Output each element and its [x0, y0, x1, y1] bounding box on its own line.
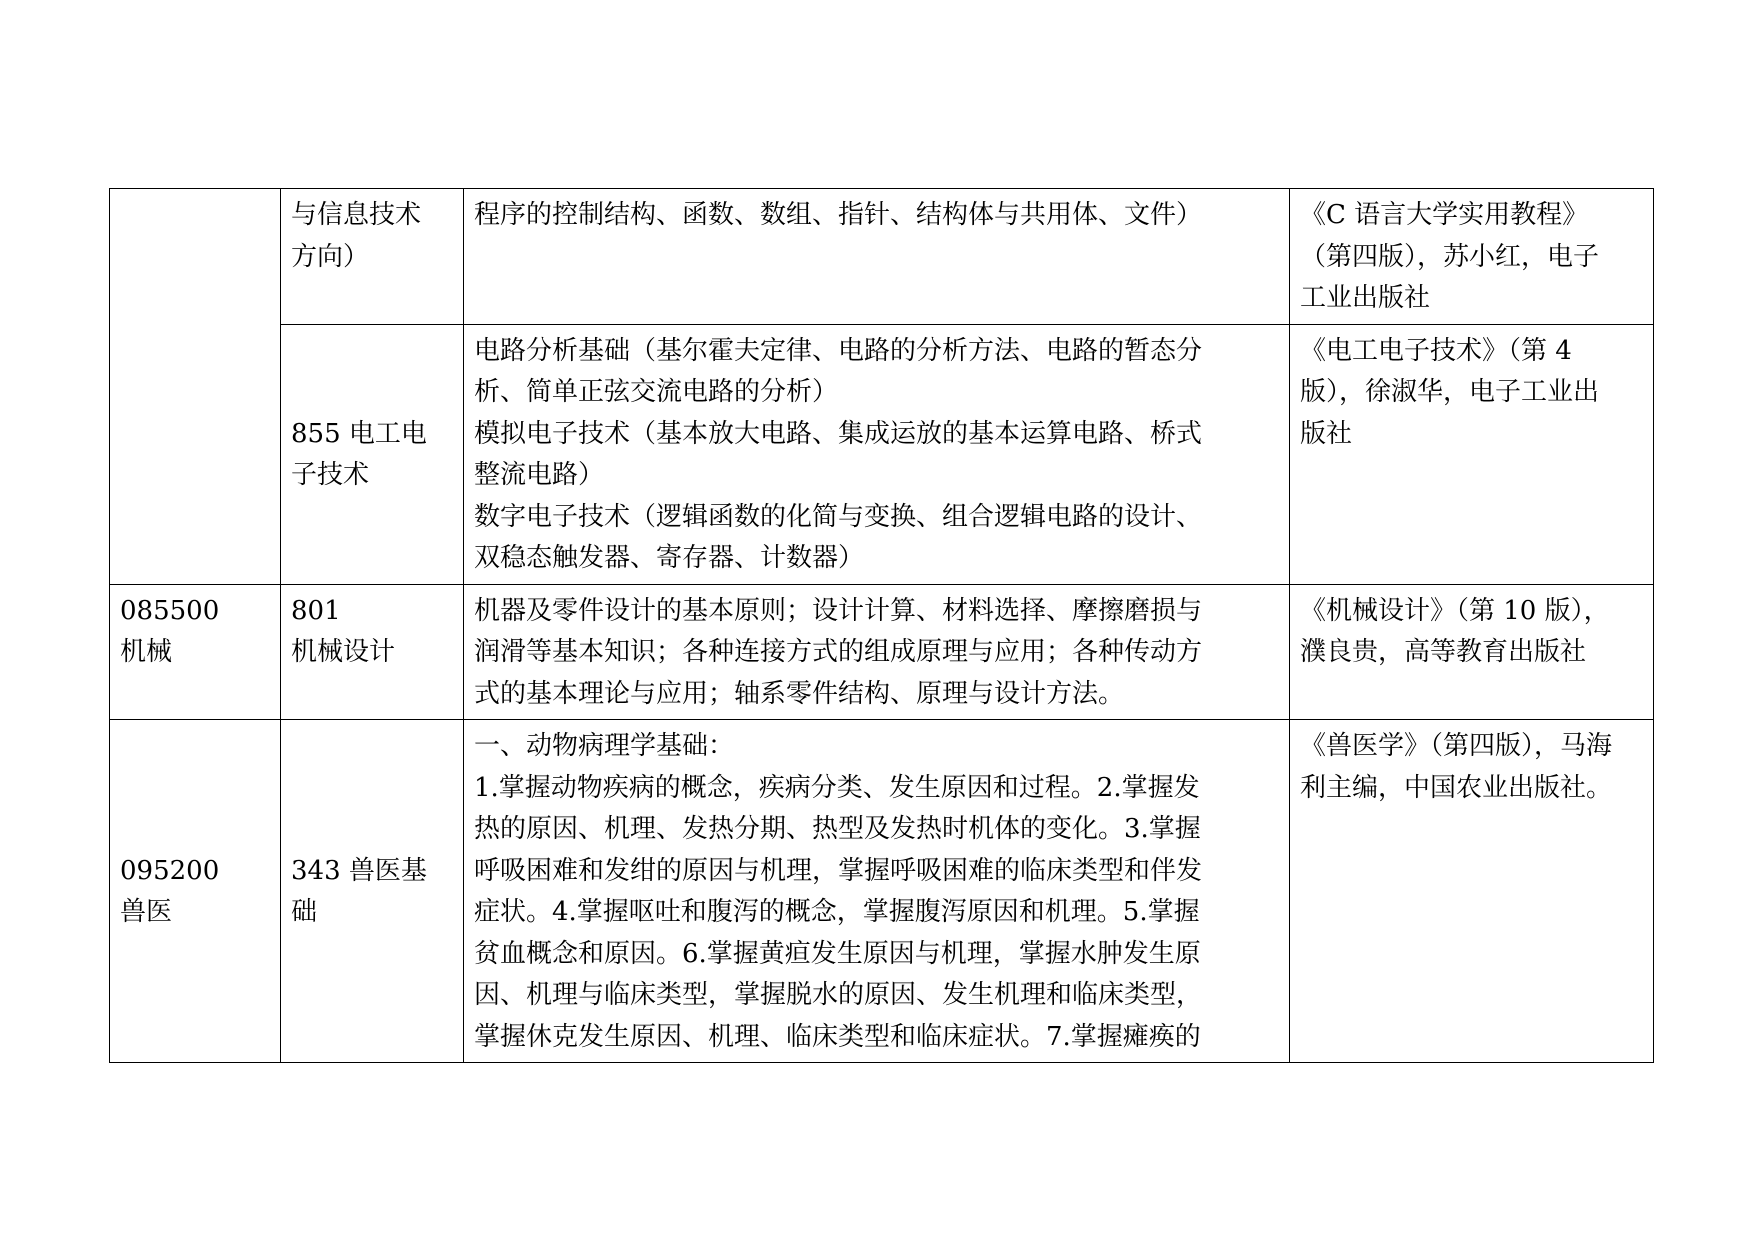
reference-line: 《电工电子技术》（第 4 [1300, 335, 1572, 366]
content-cell [464, 324, 1290, 584]
content-line: 症状。4.掌握呕吐和腹泻的概念，掌握腹泻原因和机理。5.掌握 [474, 897, 1200, 927]
subject-line: 子技术 [291, 460, 370, 490]
syllabus-table [109, 188, 1654, 1063]
reference-line: 濮良贵，高等教育出版社 [1300, 637, 1587, 667]
subject-line: 855 电工电 [291, 418, 427, 449]
subject-line: 机械设计 [291, 637, 396, 667]
content-cell [464, 584, 1290, 720]
reference-cell [1290, 584, 1654, 720]
subject-cell [281, 720, 464, 1063]
content-line: 贫血概念和原因。6.掌握黄疸发生原因与机理，掌握水肿发生原 [474, 938, 1201, 969]
content-line: 式的基本理论与应用；轴系零件结构、原理与设计方法。 [474, 678, 1125, 709]
content-line: 呼吸困难和发绀的原因与机理，掌握呼吸困难的临床类型和伴发 [474, 855, 1203, 886]
content-line: 模拟电子技术（基本放大电路、集成运放的基本运算电路、桥式 [474, 418, 1203, 449]
content-cell [464, 720, 1290, 1063]
content-cell [464, 189, 1290, 325]
reference-line: 《C 语言大学实用教程》 [1300, 200, 1589, 230]
subject-line: 础 [291, 897, 318, 927]
content-line: 机器及零件设计的基本原则；设计计算、材料选择、摩擦磨损与 [474, 595, 1203, 626]
content-line: 整流电路） [474, 460, 605, 490]
content-line: 电路分析基础（基尔霍夫定律、电路的分析方法、电路的暂态分 [474, 335, 1203, 366]
reference-line: 利主编，中国农业出版社。 [1300, 772, 1613, 803]
content-line: 数字电子技术（逻辑函数的化简与变换、组合逻辑电路的设计、 [474, 501, 1203, 532]
content-line: 程序的控制结构、函数、数组、指针、结构体与共用体、文件） [474, 200, 1203, 230]
subject-line: 801 [291, 595, 341, 626]
subject-line: 方向） [291, 241, 370, 272]
reference-line: 《机械设计》（第 10 版）， [1300, 595, 1610, 626]
content-line: 析、简单正弦交流电路的分析） [474, 377, 839, 407]
reference-cell [1290, 324, 1654, 584]
reference-line: （第四版），苏小红，电子 [1300, 241, 1600, 272]
subject-cell [281, 324, 464, 584]
major-line: 085500 [120, 595, 220, 626]
reference-cell [1290, 189, 1654, 325]
content-line: 1.掌握动物疾病的概念，疾病分类、发生原因和过程。2.掌握发 [474, 772, 1200, 803]
content-line: 一、动物病理学基础： [474, 731, 735, 761]
table-row [110, 584, 1654, 720]
major-cell [110, 720, 281, 1063]
content-line: 热的原因、机理、发热分期、热型及发热时机体的变化。3.掌握 [474, 814, 1201, 844]
reference-line: 工业出版社 [1300, 283, 1431, 313]
reference-line: 《兽医学》（第四版），马海 [1300, 731, 1613, 761]
major-line: 兽医 [120, 897, 173, 927]
subject-cell [281, 189, 464, 325]
subject-line: 343 兽医基 [291, 855, 427, 886]
major-cell [110, 189, 281, 585]
reference-line: 版社 [1300, 418, 1353, 449]
content-line: 因、机理与临床类型，掌握脱水的原因、发生机理和临床类型， [474, 980, 1203, 1010]
major-line: 095200 [120, 855, 220, 886]
table-row [110, 324, 1654, 584]
major-line: 机械 [120, 637, 173, 667]
major-cell [110, 584, 281, 720]
subject-cell [281, 584, 464, 720]
table-row [110, 189, 1654, 325]
content-line: 双稳态触发器、寄存器、计数器） [474, 543, 865, 573]
content-line: 掌握休克发生原因、机理、临床类型和临床症状。7.掌握瘫痪的 [474, 1021, 1201, 1052]
table-row [110, 720, 1654, 1063]
content-line: 润滑等基本知识；各种连接方式的组成原理与应用；各种传动方 [474, 637, 1203, 667]
reference-cell [1290, 720, 1654, 1063]
reference-line: 版），徐淑华，电子工业出 [1300, 377, 1600, 407]
subject-line: 与信息技术 [291, 200, 422, 230]
